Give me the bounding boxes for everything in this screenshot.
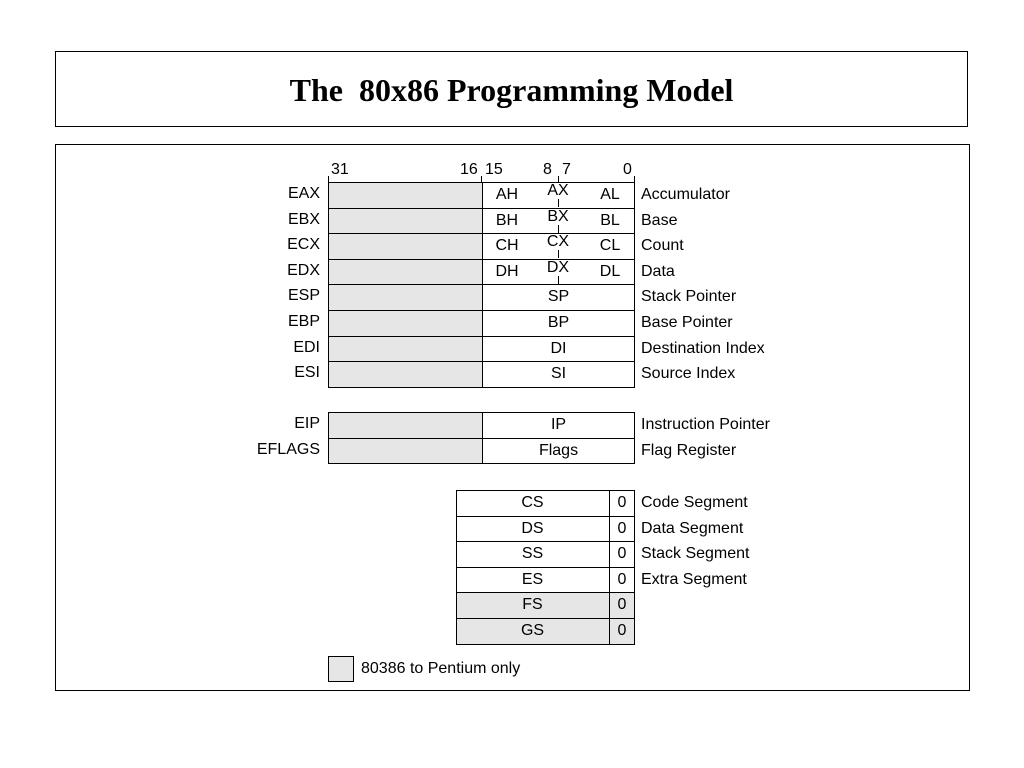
low-byte-label: CL: [599, 237, 621, 255]
register-description: Data: [641, 262, 675, 280]
word-label: SP: [547, 288, 570, 306]
upper-16-bits-cell: [328, 259, 483, 286]
register-description: Flag Register: [641, 441, 737, 459]
upper-16-bits-cell: [328, 182, 483, 209]
register-description: Source Index: [641, 365, 736, 383]
word-label: IP: [550, 416, 567, 433]
register-name-label: EBP: [287, 313, 320, 330]
segment-register-name: ES: [521, 570, 544, 588]
bit-position-label: 16: [460, 161, 478, 178]
upper-16-bits-cell: [328, 336, 483, 363]
bit-position-label: 15: [485, 161, 503, 178]
segment-register-name: DS: [521, 519, 544, 537]
low-byte-label: DL: [599, 262, 621, 280]
segment-description: Stack Segment: [641, 545, 750, 563]
word-label: CX: [546, 233, 570, 251]
register-description: Stack Pointer: [641, 288, 737, 306]
register-name-label: ESP: [287, 287, 320, 305]
register-name-label: ECX: [287, 236, 320, 254]
register-name-label: EIP: [294, 415, 320, 432]
register-name-label: ESI: [294, 364, 320, 382]
high-byte-label: DH: [495, 262, 519, 280]
upper-16-bits-cell: [328, 361, 483, 388]
word-label: DI: [550, 339, 567, 357]
word-label: BP: [547, 314, 570, 331]
segment-bit-value: 0: [617, 494, 627, 511]
bit-position-label: 7: [562, 161, 571, 178]
legend-swatch: [328, 656, 354, 682]
title-box: [55, 51, 968, 127]
segment-description: Data Segment: [641, 519, 744, 537]
register-name-label: EFLAGS: [256, 440, 320, 458]
word-label: Flags: [538, 441, 579, 459]
register-description: Base Pointer: [641, 314, 733, 331]
segment-description: Extra Segment: [641, 570, 747, 588]
register-name-label: EAX: [287, 185, 320, 202]
register-description: Instruction Pointer: [641, 416, 770, 433]
register-name-label: EBX: [287, 210, 320, 228]
upper-16-bits-cell: [328, 284, 483, 311]
upper-16-bits-cell: [328, 310, 483, 337]
segment-register-name: GS: [520, 622, 545, 639]
segment-bit-value: 0: [617, 519, 627, 537]
word-label: DX: [546, 258, 570, 276]
register-description: Destination Index: [641, 339, 765, 357]
upper-16-bits-cell: [328, 208, 483, 235]
register-description: Base: [641, 211, 678, 229]
low-byte-label: BL: [600, 211, 620, 229]
segment-bit-value: 0: [617, 570, 627, 588]
bit-position-label: 0: [623, 161, 632, 178]
segment-register-name: CS: [521, 494, 544, 511]
page-title: The 80x86 Programming Model: [289, 72, 734, 108]
byte-divider-tick: [558, 276, 559, 284]
upper-16-bits-cell: [328, 412, 483, 439]
upper-16-bits-cell: [328, 438, 483, 465]
register-name-label: EDI: [293, 338, 320, 356]
word-label: SI: [550, 365, 567, 383]
high-byte-label: CH: [495, 237, 519, 255]
segment-register-name: SS: [521, 545, 544, 563]
high-byte-label: AH: [495, 186, 519, 203]
legend-label: 80386 to Pentium only: [361, 660, 521, 677]
word-label: BX: [547, 207, 569, 225]
bit-position-label: 8: [543, 161, 552, 178]
register-description: Accumulator: [641, 186, 730, 203]
segment-bit-value: 0: [617, 545, 627, 563]
register-name-label: EDX: [287, 261, 320, 279]
upper-16-bits-cell: [328, 233, 483, 260]
segment-bit-value: 0: [617, 596, 627, 614]
bit-position-label: 31: [331, 161, 349, 178]
register-description: Count: [641, 237, 684, 255]
segment-description: Code Segment: [641, 494, 748, 511]
word-label: AX: [547, 182, 569, 199]
low-byte-label: AL: [600, 186, 620, 203]
high-byte-label: BH: [495, 211, 519, 229]
segment-bit-value: 0: [617, 622, 627, 639]
segment-register-name: FS: [522, 596, 543, 614]
